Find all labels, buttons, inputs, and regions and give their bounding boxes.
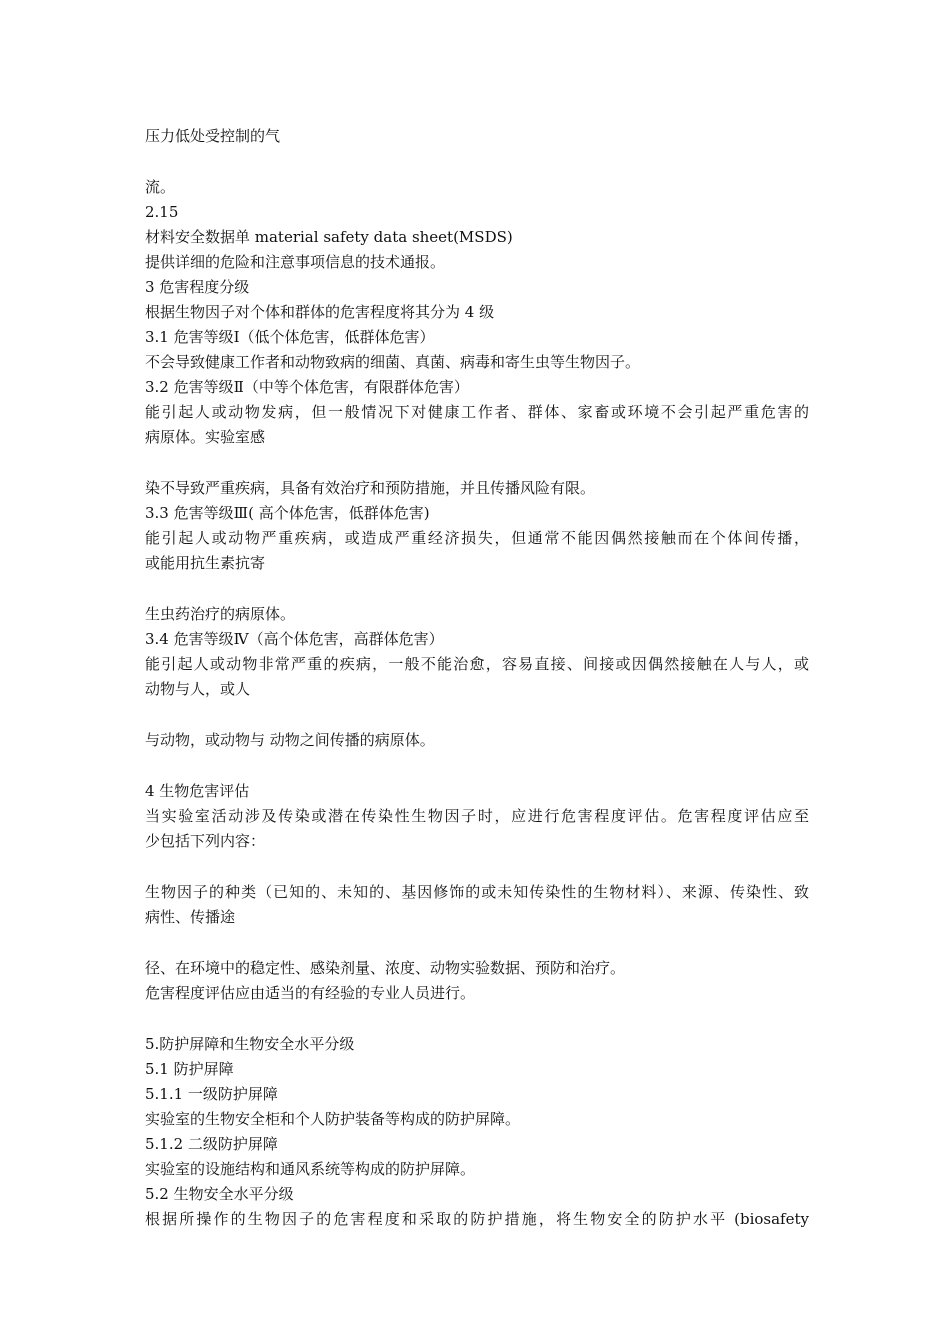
blank-line: [145, 450, 809, 476]
subsection-heading: 5.1.2 二级防护屏障: [145, 1135, 278, 1153]
text-line: 当实验室活动涉及传染或潜在传染性生物因子时，应进行危害程度评估。危害程度评估应至: [145, 807, 809, 825]
blank-line: [145, 753, 809, 779]
subsection-heading: 3.4 危害等级Ⅳ（高个体危害，高群体危害）: [145, 630, 444, 648]
text-line: 实验室的设施结构和通风系统等构成的防护屏障。: [145, 1160, 476, 1178]
subsection-heading: 5.2 生物安全水平分级: [145, 1185, 294, 1203]
text-line: 能引起人或动物严重疾病，或造成严重经济损失，但通常不能因偶然接触而在个体间传播，: [145, 529, 809, 547]
blank-line: [145, 1006, 809, 1032]
subsection-heading: 5.1.1 一级防护屏障: [145, 1085, 278, 1103]
text-line: 动物与人，或人: [145, 680, 251, 698]
section-heading: 5.防护屏障和生物安全水平分级: [145, 1035, 355, 1053]
blank-line: [145, 576, 809, 602]
text-line: 少包括下列内容：: [145, 832, 266, 850]
text-line: 危害程度评估应由适当的有经验的专业人员进行。: [145, 984, 476, 1002]
text-line: 病性、传播途: [145, 908, 236, 926]
text-line: 生虫药治疗的病原体。: [145, 605, 296, 623]
text-line: 生物因子的种类（已知的、未知的、基因修饰的或未知传染性的生物材料）、来源、传染性、致: [145, 883, 809, 901]
section-heading: 3 危害程度分级: [145, 278, 250, 296]
text-line: 流。: [145, 178, 176, 196]
subsection-heading: 3.1 危害等级Ⅰ（低个体危害，低群体危害）: [145, 328, 435, 346]
text-line: 根据所操作的生物因子的危害程度和采取的防护措施，将生物安全的防护水平 (biosafety: [145, 1210, 809, 1228]
document-body: [145, 124, 809, 1232]
text-line: 能引起人或动物发病，但一般情况下对健康工作者、群体、家畜或环境不会引起严重危害的: [145, 403, 809, 421]
text-line: 与动物，或动物与 动物之间传播的病原体。: [145, 731, 435, 749]
text-line: 提供详细的危险和注意事项信息的技术通报。: [145, 253, 446, 271]
term-heading: 材料安全数据单 material safety data sheet(MSDS): [145, 228, 513, 246]
text-line: 染不导致严重疾病，具备有效治疗和预防措施，并且传播风险有限。: [145, 479, 596, 497]
text-line: 实验室的生物安全柜和个人防护装备等构成的防护屏障。: [145, 1110, 521, 1128]
subsection-heading: 3.3 危害等级Ⅲ( 高个体危害，低群体危害): [145, 504, 430, 522]
text-line: 或能用抗生素抗寄: [145, 554, 266, 572]
section-heading: 4 生物危害评估: [145, 782, 250, 800]
text-line: 根据生物因子对个体和群体的危害程度将其分为 4 级: [145, 303, 495, 321]
text-line: 病原体。实验室感: [145, 428, 266, 446]
text-line: 不会导致健康工作者和动物致病的细菌、真菌、病毒和寄生虫等生物因子。: [145, 353, 641, 371]
subsection-heading: 5.1 防护屏障: [145, 1060, 234, 1078]
section-number: 2.15: [145, 203, 179, 221]
blank-line: [145, 149, 809, 175]
blank-line: [145, 930, 809, 956]
text-line: 压力低处受控制的气: [145, 127, 281, 145]
blank-line: [145, 702, 809, 728]
text-line: 径、在环境中的稳定性、感染剂量、浓度、动物实验数据、预防和治疗。: [145, 959, 626, 977]
text-line: 能引起人或动物非常严重的疾病，一般不能治愈，容易直接、间接或因偶然接触在人与人，或: [145, 655, 809, 673]
blank-line: [145, 854, 809, 880]
subsection-heading: 3.2 危害等级Ⅱ（中等个体危害，有限群体危害）: [145, 378, 469, 396]
